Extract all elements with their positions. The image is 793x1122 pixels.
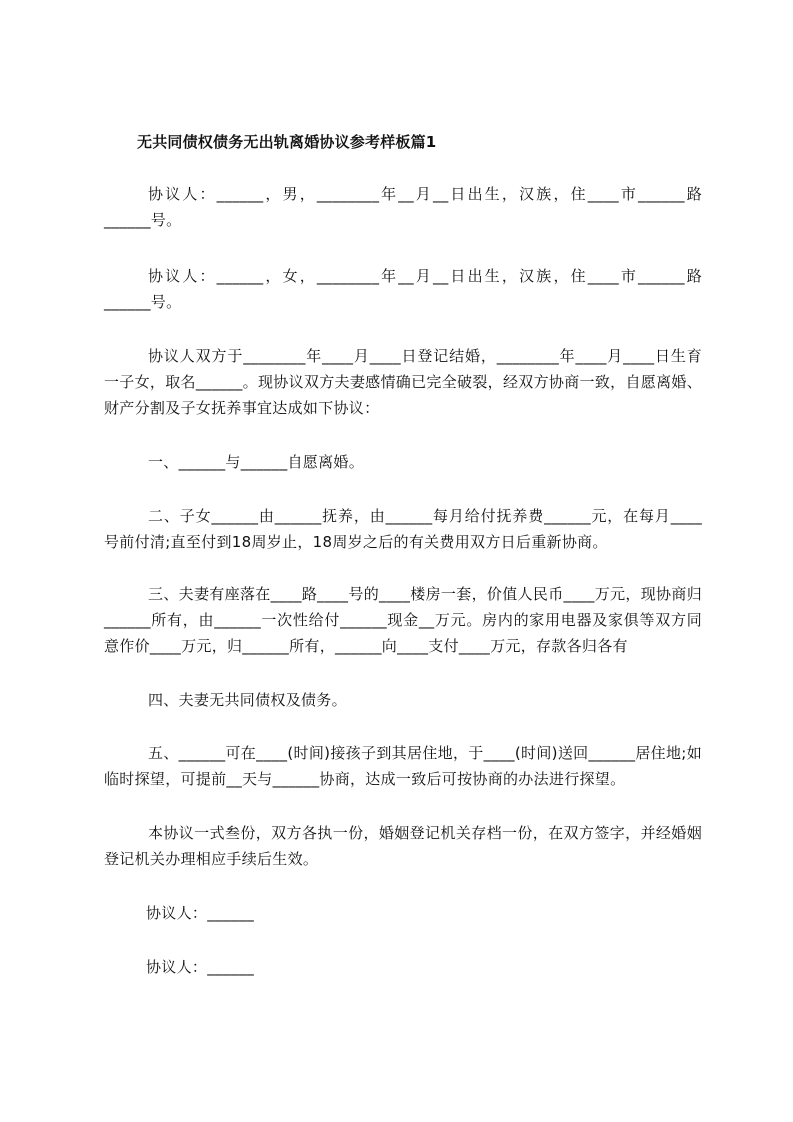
clause-4-paragraph: 四、夫妻无共同债权及债务。 <box>148 691 347 709</box>
party-2-paragraph: 协议人：______，女，________年__月__日出生，汉族，住____市______路______号。 <box>104 267 702 311</box>
party-1-paragraph: 协议人：______，男，________年__月__日出生，汉族，住____市______路______号。 <box>104 185 702 229</box>
clause-1-paragraph: 一、______与______自愿离婚。 <box>148 453 365 471</box>
clause-5-paragraph: 五、______可在____(时间)接孩子到其居住地，于____(时间)送回______居住地;如临时探望，可提前__天与______协商，达成一致后可按协商的办法进行探望。 <box>104 744 702 788</box>
clause-3-paragraph: 三、夫妻有座落在____路____号的____楼房一套，价值人民币____万元，现协商归______所有，由______一次性给付______现金__万元。房内的家用电器及家俱等双方同意作价____万元，归______所有，______向____支付____万元，存款各归各有 <box>104 585 702 655</box>
document-title: 无共同债权债务无出轨离婚协议参考样板篇1 <box>137 133 437 151</box>
closing-paragraph: 本协议一式叁份，双方各执一份，婚姻登记机关存档一份，在双方签字，并经婚姻登记机关办理相应手续后生效。 <box>104 824 702 868</box>
clause-2-paragraph: 二、子女______由______抚养，由______每月给付抚养费______元，在每月____号前付清;直至付到18周岁止，18周岁之后的有关费用双方日后重新协商。 <box>104 507 702 551</box>
signature-line-2: 协议人：______ <box>146 958 255 976</box>
signature-line-1: 协议人：______ <box>146 904 255 922</box>
background-paragraph: 协议人双方于________年____月____日登记结婚，________年____月____日生育一子女，取名______。现协议双方夫妻感情确已完全破裂，经双方协商一致，自愿离婚、财产分割及子女抚养事宜达成如下协议： <box>104 347 702 417</box>
